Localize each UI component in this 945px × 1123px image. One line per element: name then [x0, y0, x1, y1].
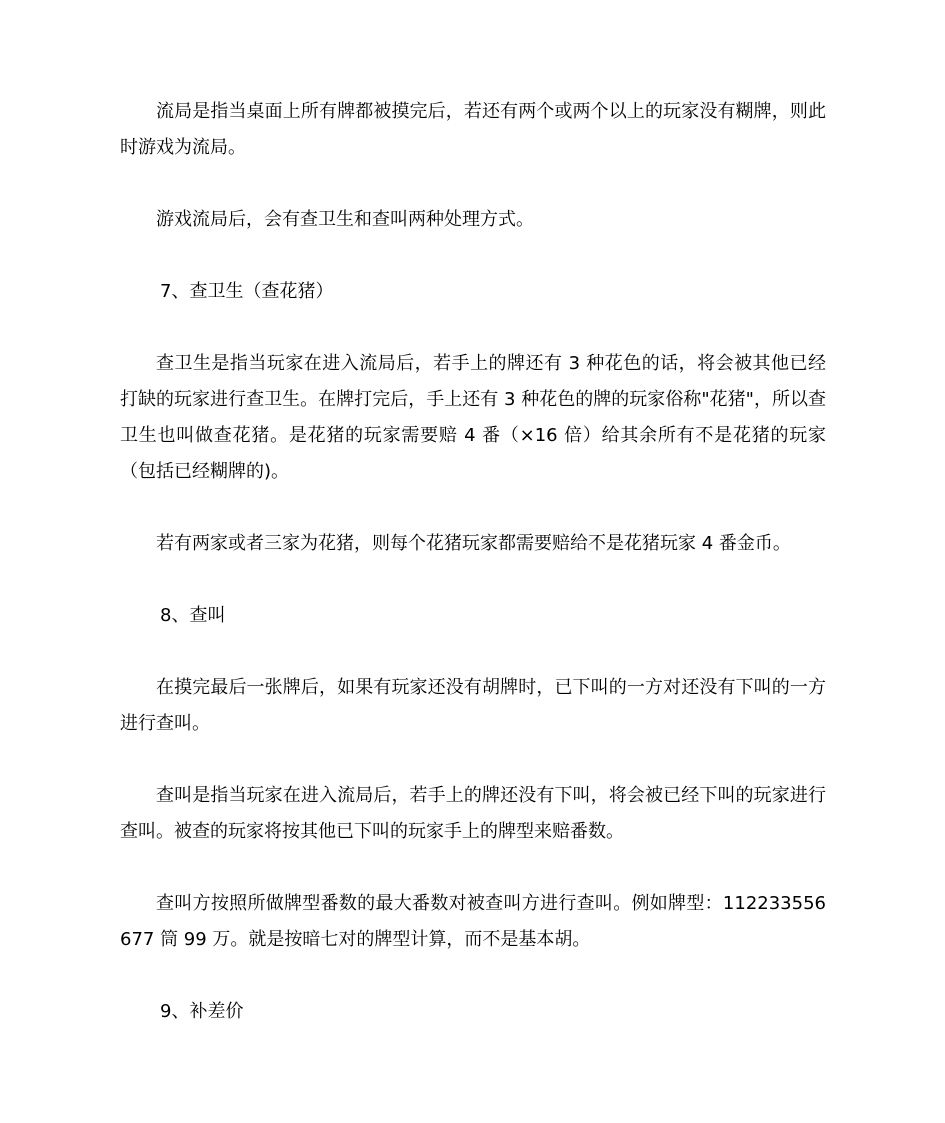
paragraph-liuju-handling: 游戏流局后，会有查卫生和查叫两种处理方式。 [156, 209, 534, 230]
paragraph-chajiao-definition: 查叫是指当玩家在进入流局后，若手上的牌还没有下叫，将会被已经下叫的玩家进行查叫。被查的玩家将按其他已下叫的玩家手上的牌型来赔番数。 [120, 785, 826, 842]
paragraph-liuju-definition: 流局是指当桌面上所有牌都被摸完后，若还有两个或两个以上的玩家没有糊牌，则此时游戏为流局。 [120, 101, 826, 158]
section-heading-8: 8、查叫 [160, 605, 226, 626]
section-heading-7: 7、查卫生（查花猪） [160, 281, 334, 302]
paragraph-multiple-huazhu: 若有两家或者三家为花猪，则每个花猪玩家都需要赔给不是花猪玩家 4 番金币。 [156, 533, 791, 554]
paragraph-chajiao-example: 查叫方按照所做牌型番数的最大番数对被查叫方进行查叫。例如牌型：112233556677 筒 99 万。就是按暗七对的牌型计算，而不是基本胡。 [120, 893, 826, 950]
paragraph-cha-weisheng: 查卫生是指当玩家在进入流局后，若手上的牌还有 3 种花色的话，将会被其他已经打缺的玩家进行查卫生。在牌打完后，手上还有 3 种花色的牌的玩家俗称"花猪"，所以查卫生也叫做查花猪。是花猪的玩家需要赔 4 番（×16 倍）给其余所有不是花猪的玩家（包括已经糊牌的)。 [120, 353, 826, 482]
section-heading-9: 9、补差价 [160, 1001, 244, 1022]
paragraph-chajiao-intro: 在摸完最后一张牌后，如果有玩家还没有胡牌时，已下叫的一方对还没有下叫的一方进行查叫。 [120, 677, 826, 734]
